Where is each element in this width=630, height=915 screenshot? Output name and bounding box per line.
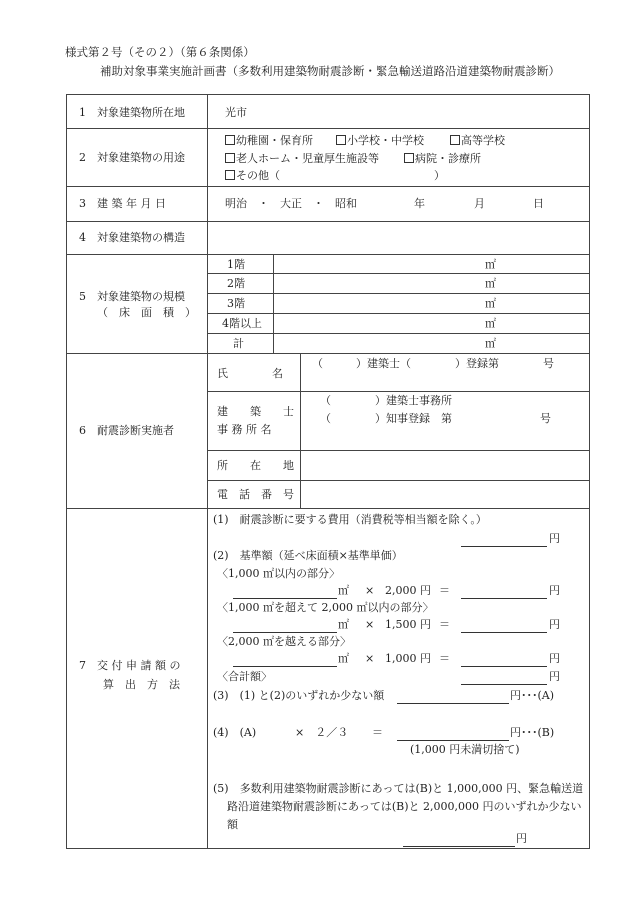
yen-unit: 円 [516, 832, 527, 845]
use-option-elderly[interactable]: 老人ホーム・児童厚生施設等 [225, 152, 379, 166]
times-sign: × [365, 584, 375, 597]
sqm-unit: ㎡ [485, 337, 496, 350]
lesser-amount-item: (3) (1) と(2)のいずれか少ない額 [213, 689, 385, 702]
use-option-kindergarten[interactable]: 幼稚園・保育所 [225, 134, 313, 148]
times-sign: × [365, 618, 375, 631]
standard-amount-item: (2) 基準額（延べ床面積×基準単価） [213, 549, 403, 562]
address-label: 所 在 地 [217, 459, 294, 472]
section-3-number: 3 [79, 197, 86, 210]
name-label: 氏 名 [217, 367, 283, 380]
section-3-label: 建 築 年 月 日 [97, 197, 166, 210]
section-5-sublabel: （ 床 面 積 ） [97, 306, 196, 319]
year-label: 年 [414, 197, 425, 210]
yen-unit: 円 [549, 618, 560, 631]
checkbox-icon[interactable] [450, 135, 460, 145]
final-item-line3: 額 [227, 818, 238, 831]
office-label-line1: 建 築 士 [217, 405, 294, 418]
yen-unit: 円 [549, 652, 560, 665]
sqm-unit: ㎡ [485, 317, 496, 330]
amount-a: 円･･･(A) [510, 689, 555, 702]
section-1-label: 対象建築物所在地 [97, 106, 185, 119]
form-number: 様式第２号（その２）（第６条関係） [65, 45, 255, 59]
tier-2-label: 〈1,000 ㎡を超えて 2,000 ㎡以内の部分〉 [217, 601, 434, 614]
section-2-label: 対象建築物の用途 [97, 151, 185, 164]
sqm-unit: ㎡ [485, 297, 496, 310]
cost-item: (1) 耐震診断に要する費用（消費税等相当額を除く。） [213, 513, 487, 526]
times-sign: × [365, 652, 375, 665]
rate-3: 1,000 円 [385, 652, 431, 665]
final-item-line2: 路沿道建築物耐震診断にあっては(B)と 2,000,000 円のいずれか少ない [227, 800, 582, 813]
floor-1-label: 1階 [227, 258, 245, 271]
section-4-label: 対象建築物の構造 [97, 231, 185, 244]
section-1-number: 1 [79, 106, 86, 119]
office-label-line2: 事 務 所 名 [217, 423, 272, 436]
sqm-unit: ㎡ [338, 618, 349, 631]
equals-sign: ＝ [372, 726, 383, 739]
section-5-label: 対象建築物の規模 [97, 290, 185, 303]
checkbox-icon[interactable] [225, 170, 235, 180]
section-6-number: 6 [79, 424, 86, 437]
form-table [66, 94, 590, 849]
sqm-unit: ㎡ [338, 584, 349, 597]
section-7-number: 7 [79, 659, 86, 672]
amount-b: 円･･･(B) [510, 726, 555, 739]
sqm-unit: ㎡ [338, 652, 349, 665]
floor-2-label: 2階 [227, 277, 245, 290]
office-name: （ ）建築士事務所 [320, 394, 452, 407]
checkbox-icon[interactable] [225, 153, 235, 163]
use-option-hospital[interactable]: 病院・診療所 [404, 152, 481, 166]
section-5-number: 5 [79, 290, 86, 303]
use-option-other[interactable]: その他（ ） [225, 169, 445, 183]
calc-item-4: (4) (A) [213, 726, 257, 739]
two-thirds: × ２／３ [295, 726, 349, 739]
location-city: 光市 [225, 106, 247, 119]
sqm-unit: ㎡ [485, 277, 496, 290]
tier-1-label: 〈1,000 ㎡以内の部分〉 [217, 567, 340, 580]
page-title: 補助対象事業実施計画書（多数利用建築物耐震診断・緊急輸送道路沿道建築物耐震診断） [100, 64, 560, 78]
checkbox-icon[interactable] [225, 135, 235, 145]
section-4-number: 4 [79, 231, 86, 244]
yen-unit: 円 [549, 532, 560, 545]
office-registration: （ ）知事登録 第 号 [320, 412, 551, 425]
month-label: 月 [474, 197, 485, 210]
floor-total-label: 計 [233, 337, 244, 350]
rate-1: 2,000 円 [385, 584, 431, 597]
checkbox-icon[interactable] [336, 135, 346, 145]
section-6-label: 耐震診断実施者 [97, 424, 174, 437]
use-option-highschool[interactable]: 高等学校 [450, 134, 505, 148]
sqm-unit: ㎡ [485, 258, 496, 271]
era-options: 明治 ・ 大正 ・ 昭和 [225, 197, 357, 210]
equals-sign: ＝ [439, 652, 450, 665]
equals-sign: ＝ [439, 618, 450, 631]
tier-3-label: 〈2,000 ㎡を越える部分〉 [217, 635, 351, 648]
equals-sign: ＝ [439, 584, 450, 597]
final-item-line1: (5) 多数利用建築物耐震診断にあっては(B)と 1,000,000 円、緊急輸送道 [213, 782, 584, 795]
section-7-label-line1: 交 付 申 請 額 の [97, 659, 181, 672]
yen-unit: 円 [549, 584, 560, 597]
yen-unit: 円 [549, 670, 560, 683]
checkbox-icon[interactable] [404, 153, 414, 163]
rate-2: 1,500 円 [385, 618, 431, 631]
section-2-number: 2 [79, 151, 86, 164]
total-label: 〈合計額〉 [217, 670, 272, 683]
floor-4-label: 4階以上 [222, 317, 262, 330]
phone-label: 電 話 番 号 [217, 488, 294, 501]
section-7-label-line2: 算 出 方 法 [103, 678, 180, 691]
architect-registration: （ ）建築士（ ）登録第 号 [312, 357, 554, 370]
floor-3-label: 3階 [227, 297, 245, 310]
day-label: 日 [533, 197, 544, 210]
rounding-note: (1,000 円未満切捨て) [410, 743, 520, 756]
use-option-school[interactable]: 小学校・中学校 [336, 134, 424, 148]
